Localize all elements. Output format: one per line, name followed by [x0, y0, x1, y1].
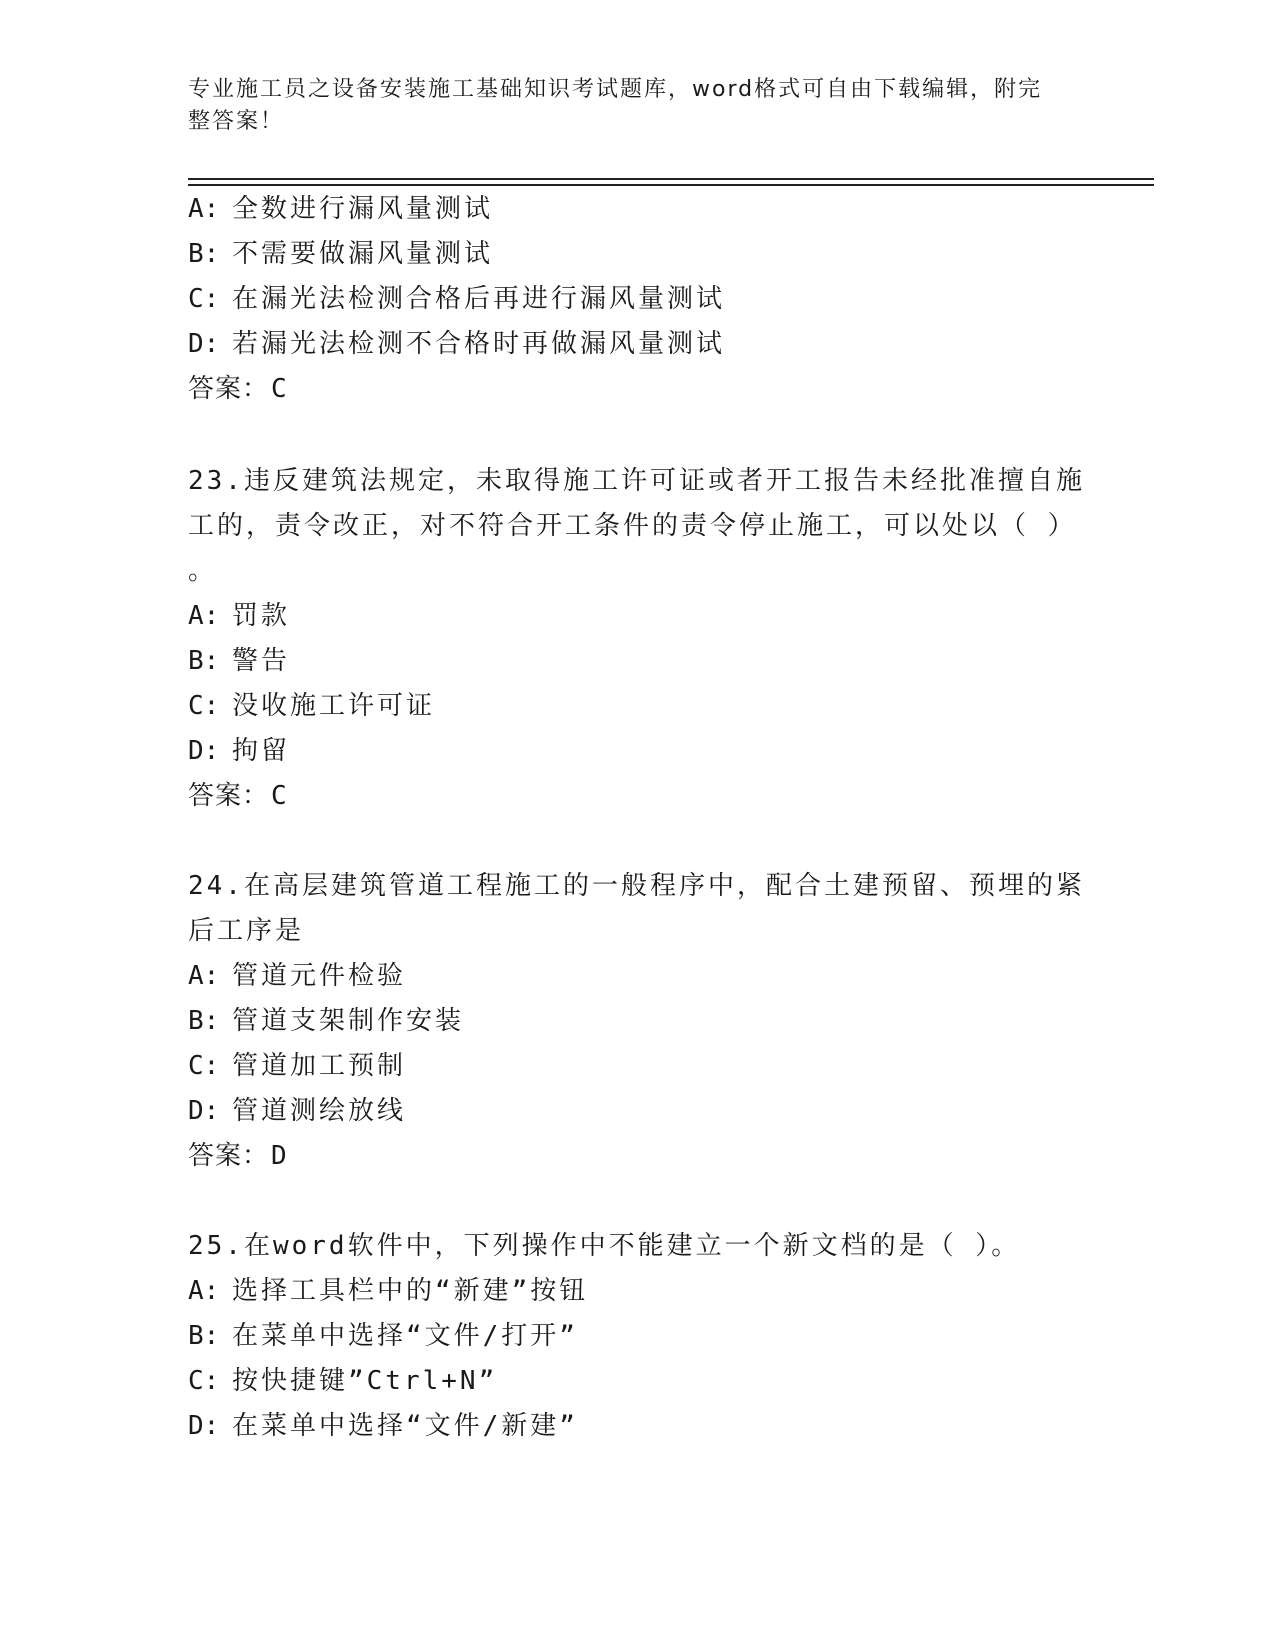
option-label: C:: [188, 691, 220, 721]
option-label: B:: [188, 1321, 220, 1351]
question-23-line-3: 。: [188, 556, 218, 586]
option-text: 在菜单中选择“文件/打开”: [232, 1321, 578, 1351]
option-a: [188, 193, 493, 225]
q24-answer-line: [188, 1140, 288, 1172]
option-label: A:: [188, 194, 220, 224]
q23-option-d: [188, 735, 290, 767]
option-text: 按快捷键”Ctrl+N”: [232, 1366, 498, 1396]
question-25-line-1: 25.在word软件中，下列操作中不能建立一个新文档的是（ ）。: [188, 1231, 1021, 1261]
header-line-1: 专业施工员之设备安装施工基础知识考试题库，word格式可自由下载编辑，附完: [188, 77, 1043, 102]
option-label: B:: [188, 239, 220, 269]
q23-answer-line: [188, 780, 288, 812]
header-divider-top: [188, 178, 1154, 180]
option-text: 拘留: [232, 736, 291, 766]
option-text: 罚款: [232, 601, 291, 631]
option-b: [188, 238, 493, 270]
option-text: 全数进行漏风量测试: [232, 194, 494, 224]
option-text: 选择工具栏中的“新建”按钮: [232, 1276, 589, 1306]
q23-option-a: [188, 600, 290, 632]
q24-option-a: [188, 960, 406, 992]
option-c: [188, 283, 725, 315]
question-23-line-1: 23.违反建筑法规定，未取得施工许可证或者开工报告未经批准擅自施: [188, 466, 1085, 496]
option-text: 在菜单中选择“文件/新建”: [232, 1411, 578, 1441]
answer-value: D: [271, 1141, 288, 1171]
answer-label: 答案：: [188, 781, 270, 811]
question-24-line-1: 24.在高层建筑管道工程施工的一般程序中，配合土建预留、预埋的紧: [188, 871, 1085, 901]
q24-option-d: [188, 1095, 406, 1127]
q24-option-b: [188, 1005, 464, 1037]
option-label: D:: [188, 329, 220, 359]
q23-option-c: [188, 690, 435, 722]
q23-option-b: [188, 645, 290, 677]
q25-option-b: [188, 1320, 578, 1352]
option-label: B:: [188, 646, 220, 676]
option-text: 若漏光法检测不合格时再做漏风量测试: [232, 329, 726, 359]
option-text: 不需要做漏风量测试: [232, 239, 494, 269]
option-label: D:: [188, 736, 220, 766]
answer-value: C: [271, 374, 288, 404]
option-label: C:: [188, 1051, 220, 1081]
answer-line: [188, 373, 288, 405]
q25-option-a: [188, 1275, 588, 1307]
header-divider-bottom: [188, 184, 1154, 186]
answer-label: 答案：: [188, 1141, 270, 1171]
option-label: C:: [188, 284, 220, 314]
option-text: 管道测绘放线: [232, 1096, 407, 1126]
header-line-2: 整答案！: [188, 109, 285, 134]
option-text: 管道元件检验: [232, 961, 407, 991]
option-text: 管道加工预制: [232, 1051, 407, 1081]
option-label: D:: [188, 1411, 220, 1441]
option-text: 没收施工许可证: [232, 691, 436, 721]
answer-value: C: [271, 781, 288, 811]
option-text: 管道支架制作安装: [232, 1006, 465, 1036]
question-24-line-2: 后工序是: [188, 916, 305, 946]
option-text: 在漏光法检测合格后再进行漏风量测试: [232, 284, 726, 314]
option-label: A:: [188, 601, 220, 631]
answer-label: 答案：: [188, 374, 270, 404]
option-label: A:: [188, 961, 220, 991]
q25-option-c: [188, 1365, 497, 1397]
document-header: [188, 74, 1068, 138]
option-label: B:: [188, 1006, 220, 1036]
option-label: C:: [188, 1366, 220, 1396]
q24-option-c: [188, 1050, 406, 1082]
option-text: 警告: [232, 646, 291, 676]
q25-option-d: [188, 1410, 578, 1442]
option-label: D:: [188, 1096, 220, 1126]
option-d: [188, 328, 725, 360]
option-label: A:: [188, 1276, 220, 1306]
question-23-line-2: 工的，责令改正，对不符合开工条件的责令停止施工，可以处以（ ）: [188, 511, 1077, 541]
